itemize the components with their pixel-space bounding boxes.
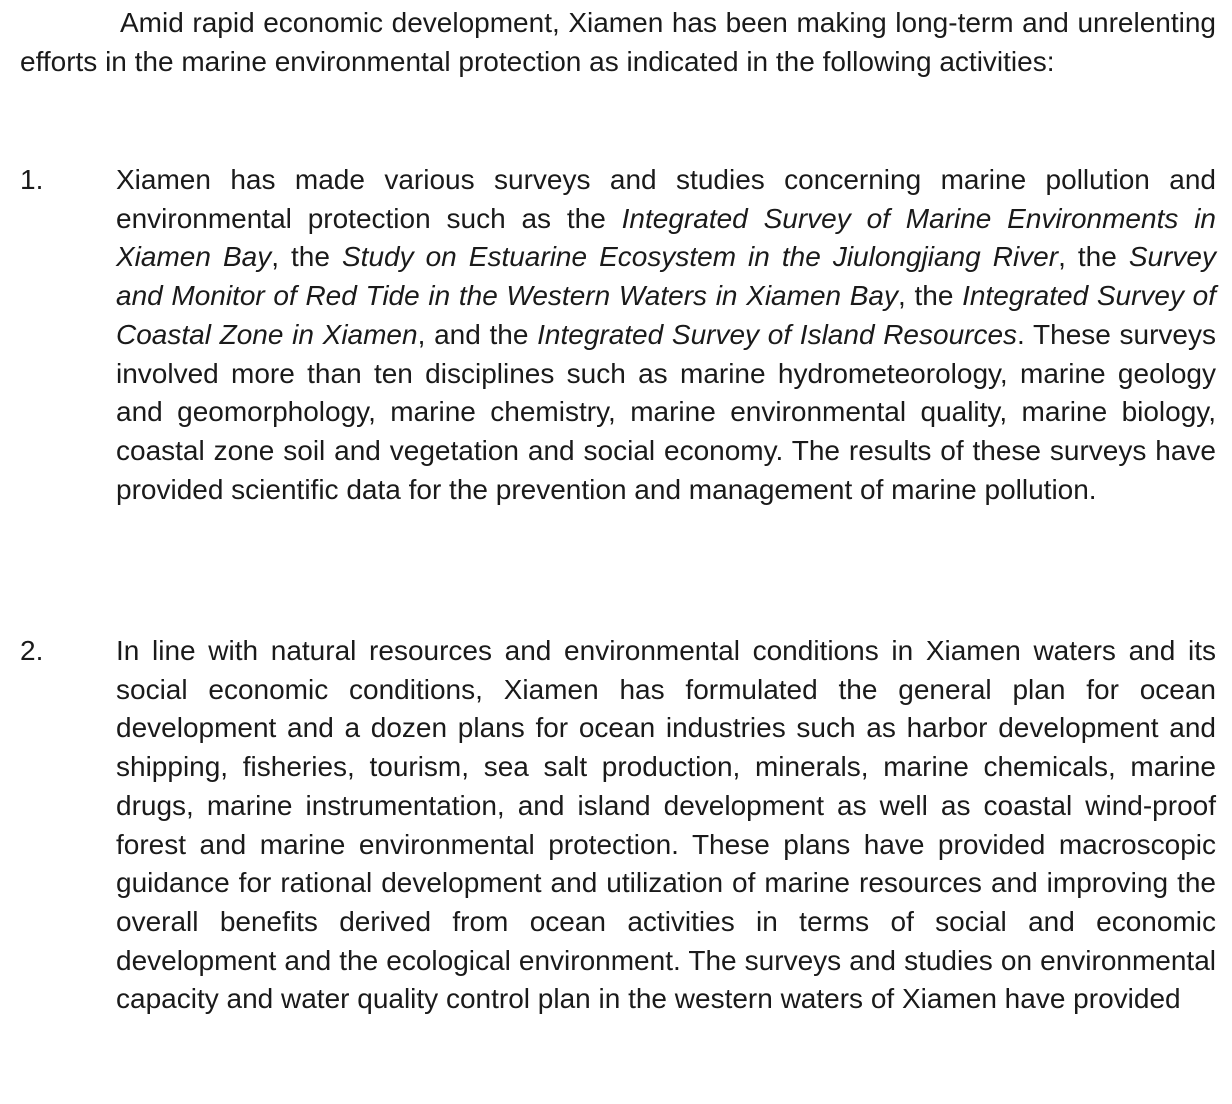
text-run: , the bbox=[271, 241, 342, 273]
text-run: Xiamen has made various surveys and studies concerning marine pollution and environmental protection such as the bbox=[116, 164, 1216, 234]
survey-title: Survey and Monitor of Red Tide in the Western Waters in Xiamen Bay bbox=[116, 241, 1217, 312]
list-item-text bbox=[116, 161, 1216, 509]
survey-title: Integrated Survey of Coastal Zone in Xiamen bbox=[116, 280, 1216, 350]
survey-title: Integrated Survey of Island Resources bbox=[537, 318, 1018, 350]
text-run: , the bbox=[1058, 241, 1129, 273]
text-run: . These surveys involved more than ten disciplines such as marine hydrometeorology, marine geology and geomorphology, marine chemistry, marine environmental quality, marine biology, coastal zone soil and vegetation and social economy. The results of these surveys have provided scientific data for the prevention and management of marine pollution. bbox=[116, 318, 1217, 505]
list-item-number: 1. bbox=[20, 164, 44, 195]
text-run: , and the bbox=[417, 318, 538, 350]
survey-title: Study on Estuarine Ecosystem in the Jiulongjiang River bbox=[341, 241, 1059, 273]
list-item-number: 2. bbox=[20, 635, 44, 666]
intro-paragraph: Amid rapid economic development, Xiamen has been making long-term and unrelenting efforts in the marine environmental protection as indicated in the following activities: bbox=[20, 7, 1216, 77]
survey-title: Integrated Survey of Marine Environments in Xiamen Bay bbox=[116, 202, 1216, 273]
text-run: , the bbox=[898, 280, 963, 312]
list-item-text: In line with natural resources and environmental conditions in Xiamen waters and its social economic conditions, Xiamen has formulated the general plan for ocean development and a dozen plans for ocean industries such as harbor development and shipping, fisheries, tourism, sea salt production, minerals, marine chemicals, marine drugs, marine instrumentation, and island development as well as coastal wind-proof forest and marine environmental protection. These plans have provided macroscopic guidance for rational development and utilization of marine resources and improving the overall benefits derived from ocean activities in terms of social and economic development and the ecological environment. The surveys and studies on environmental capacity and water quality control plan in the western waters of Xiamen have provided bbox=[116, 635, 1216, 1015]
